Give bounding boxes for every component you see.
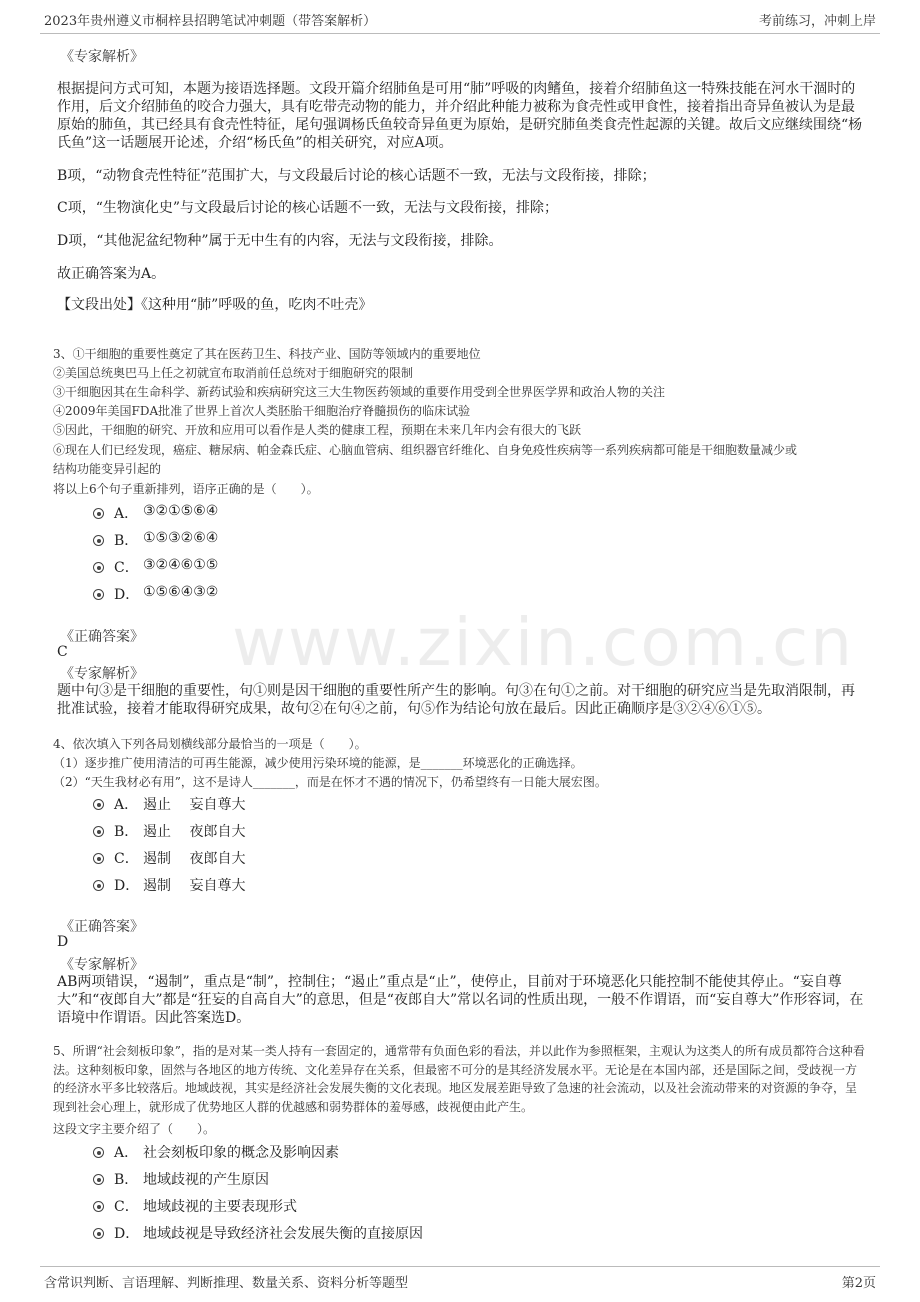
q4-stem-line: 4、依次填入下列各局划横线部分最恰当的一项是（ ）。 <box>53 737 367 751</box>
radio-icon[interactable] <box>93 1228 104 1239</box>
radio-icon[interactable] <box>93 826 104 837</box>
q5-question: 这段文字主要介绍了（ ）。 <box>53 1122 216 1136</box>
footer-divider <box>40 1266 880 1267</box>
q3-stem-line: 结构功能变异引起的 <box>53 462 162 476</box>
radio-icon[interactable] <box>93 880 104 891</box>
radio-icon[interactable] <box>93 1201 104 1212</box>
q3-stem-line: ⑥现在人们已经发现，癌症、糖尿病、帕金森氏症、心脑血管病、组织器官纤维化、自身免疫性疾病等一系列疾病都可能是干细胞数量减少或 <box>53 443 798 457</box>
q3-stem-line: ④2009年美国FDA批准了世界上首次人类胚胎干细胞治疗脊髓损伤的临床试验 <box>53 404 471 418</box>
page-header <box>0 0 920 36</box>
radio-icon[interactable] <box>93 508 104 519</box>
radio-icon[interactable] <box>93 1174 104 1185</box>
watermark: www.zixin.com.cn <box>232 604 855 681</box>
radio-icon[interactable] <box>93 853 104 864</box>
footer-categories: 含常识判断、言语理解、判断推理、数量关系、资料分析等题型 <box>44 1276 409 1291</box>
radio-icon[interactable] <box>93 799 104 810</box>
q4-answer: D <box>57 934 69 950</box>
radio-icon[interactable] <box>93 562 104 573</box>
document-title: 2023年贵州遵义市桐梓县招聘笔试冲刺题（带答案解析） <box>44 14 377 29</box>
header-slogan: 考前练习，冲刺上岸 <box>758 14 876 29</box>
q2-conclusion: 故正确答案为A。 <box>57 266 166 282</box>
header-divider <box>40 33 880 34</box>
q3-question: 将以上6个句子重新排列，语序正确的是（ ）。 <box>53 482 319 496</box>
page-number: 第2页 <box>841 1276 876 1291</box>
q4-analysis: AB两项错误，“遏制”，重点是“制”，控制住；“遏止”重点是“止”，使停止，目前对于环境恶化只能控制不能使其停止。“妄自尊大”和“夜郎自大”都是“狂妄的自高自大”的意思，但是“夜郎自大”常以名词的性质出现，一般不作谓语，而“妄自尊大”作形容词，在语境中作谓语。因此答案选D。 <box>57 974 864 1026</box>
q3-stem-line: 3、①干细胞的重要性奠定了其在医药卫生、科技产业、国防等领域内的重要地位 <box>53 347 481 361</box>
q4-stem-line: （2）“天生我材必有用”，这不是诗人_______，而是在怀才不遇的情况下，仍希望终有一日能大展宏图。 <box>53 775 607 789</box>
q3-analysis-label: 《专家解析》 <box>60 666 144 682</box>
q4-analysis-label: 《专家解析》 <box>60 957 144 973</box>
q3-answer-label: 《正确答案》 <box>60 629 144 645</box>
q3-stem-line: ③干细胞因其在生命科学、新药试验和疾病研究这三大生物医药领域的重要作用受到全世界医学界和政治人物的关注 <box>53 385 666 399</box>
q4-stem-line: （1）逐步推广使用清洁的可再生能源，减少使用污染环境的能源，是_______环境恶化的正确选择。 <box>53 756 583 770</box>
q3-analysis: 题中句③是干细胞的重要性，句①则是因干细胞的重要性所产生的影响。句③在句①之前。对干细胞的研究应当是先取消限制，再批准试验，接着才能取得研究成果，故句②在句④之前，句⑤作为结论句放在最后。因此正确顺序是③②④⑥①⑤。 <box>57 683 855 717</box>
q2-analysis-label: 《专家解析》 <box>60 49 144 65</box>
q3-stem-line: ⑤因此，干细胞的研究、开放和应用可以看作是人类的健康工程，预期在未来几年内会有很大的飞跃 <box>53 423 582 437</box>
q3-answer: C <box>57 644 68 660</box>
q2-option-c-explanation: C项，“生物演化史”与文段最后讨论的核心话题不一致，无法与文段衔接，排除； <box>57 200 559 216</box>
radio-icon[interactable] <box>93 1147 104 1158</box>
q4-answer-label: 《正确答案》 <box>60 919 144 935</box>
radio-icon[interactable] <box>93 535 104 546</box>
radio-icon[interactable] <box>93 589 104 600</box>
q2-analysis: 根据提问方式可知，本题为接语选择题。文段开篇介绍肺鱼是可用“肺”呼吸的肉鳍鱼，接着介绍肺鱼这一特殊技能在河水干涸时的作用，后文介绍肺鱼的咬合力强大，具有吃带壳动物的能力，并介绍此种能力被称为食壳性或甲食性，接着指出奇异鱼被认为是最原始的肺鱼，其已经具有食壳性特征，尾句强调杨氏鱼较奇异鱼更为原始，是研究肺鱼类食壳性起源的关键。故后文应继续围绕“杨氏鱼”这一话题展开论述，介绍“杨氏鱼”的相关研究，对应A项。 <box>57 81 863 151</box>
q5-stem: 5、所谓“社会刻板印象”，指的是对某一类人持有一套固定的，通常带有负面色彩的看法，并以此作为参照框架，主观认为这类人的所有成员都符合这种看法。这种刻板印象，固然与各地区的地方传统、文化差异存在关系，但最密不可分的是其经济发展水平。无论是在本国内部，还是国际之间，受歧视一方的经济水平多比较落后。地域歧视，其实是经济社会发展失衡的文化表现。地区发展差距导致了急速的社会流动，以及社会流动带来的对资源的争夺，呈现到社会心理上，就形成了优势地区人群的优越感和弱势群体的羞辱感，歧视便由此产生。 <box>53 1044 865 1114</box>
q3-stem-line: ②美国总统奥巴马上任之初就宣布取消前任总统对于细胞研究的限制 <box>53 366 414 380</box>
q2-option-d-explanation: D项，“其他泥盆纪物种”属于无中生有的内容，无法与文段衔接，排除。 <box>57 233 503 249</box>
q2-option-b-explanation: B项，“动物食壳性特征”范围扩大，与文段最后讨论的核心话题不一致，无法与文段衔接，排除； <box>57 168 656 184</box>
q2-source: 【文段出处】《这种用“肺”呼吸的鱼，吃肉不吐壳》 <box>57 297 373 313</box>
